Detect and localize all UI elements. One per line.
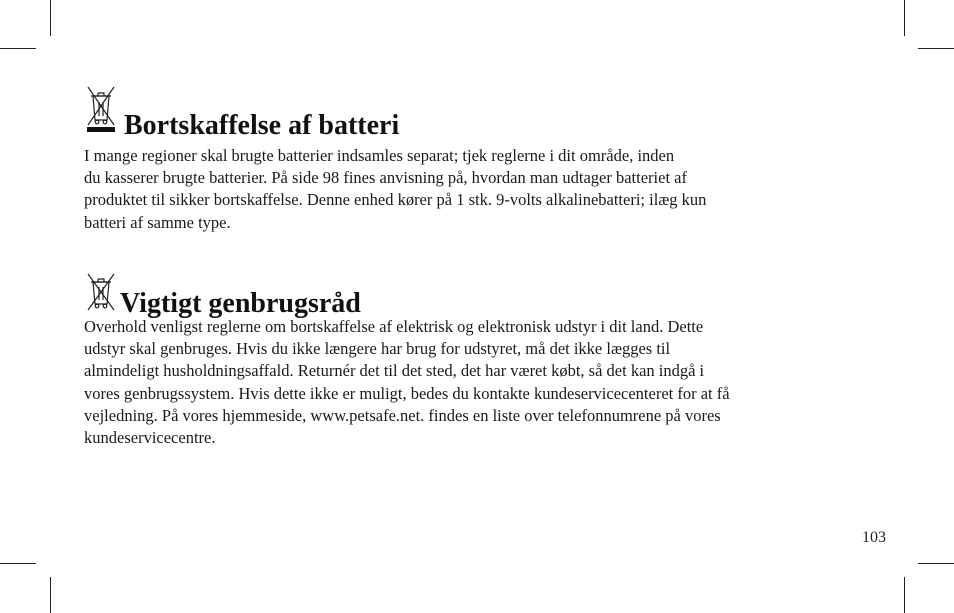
text-line: kundeservicecentre. <box>84 428 216 448</box>
recycling-advice-section <box>84 272 884 449</box>
text-line: udstyr skal genbruges. Hvis du ikke længere har brug for udstyret, må det ikke lægges til <box>84 339 671 359</box>
crossed-out-wheelie-bin-icon <box>84 272 118 319</box>
crop-mark-bottom-right-horizontal <box>918 563 954 564</box>
battery-disposal-text <box>84 145 884 234</box>
battery-disposal-section <box>84 84 884 234</box>
crop-mark-top-left-horizontal <box>0 48 36 49</box>
crossed-out-wheelie-bin-icon <box>84 84 118 141</box>
text-line: du kasserer brugte batterier. På side 98 fines anvisning på, hvordan man udtager batteriet af <box>84 168 687 188</box>
crop-mark-top-left-vertical <box>50 0 51 36</box>
recycling-advice-title: Vigtigt genbrugsråd <box>120 288 361 319</box>
crop-mark-bottom-left-horizontal <box>0 563 36 564</box>
crop-mark-bottom-left-vertical <box>50 577 51 613</box>
text-line: batteri af samme type. <box>84 212 231 232</box>
recycling-advice-text <box>84 316 884 449</box>
text-line: vores genbrugssystem. Hvis dette ikke er muligt, bedes du kontakte kundeservicecenteret for at få <box>84 383 730 403</box>
battery-disposal-heading <box>84 84 884 141</box>
crop-mark-top-right-horizontal <box>918 48 954 49</box>
page-number: 103 <box>862 529 886 546</box>
text-line: Overhold venligst reglerne om bortskaffelse af elektrisk og elektronisk udstyr i dit land. Dette <box>84 317 704 336</box>
text-line: almindeligt husholdningsaffald. Returnér det til det sted, det har været købt, så det kan indgå i <box>84 361 705 381</box>
recycling-advice-heading <box>84 272 884 319</box>
text-line: I mange regioner skal brugte batterier indsamles separat; tjek reglerne i dit område, inden <box>84 146 675 165</box>
text-line: produktet til sikker bortskaffelse. Denne enhed kører på 1 stk. 9-volts alkalinebatteri; ilæg kun <box>84 190 707 210</box>
text-line: vejledning. På vores hjemmeside, www.petsafe.net. findes en liste over telefonnumrene på vores <box>84 405 721 425</box>
crop-mark-bottom-right-vertical <box>904 577 905 613</box>
crop-mark-top-right-vertical <box>904 0 905 36</box>
battery-disposal-title: Bortskaffelse af batteri <box>124 110 400 141</box>
